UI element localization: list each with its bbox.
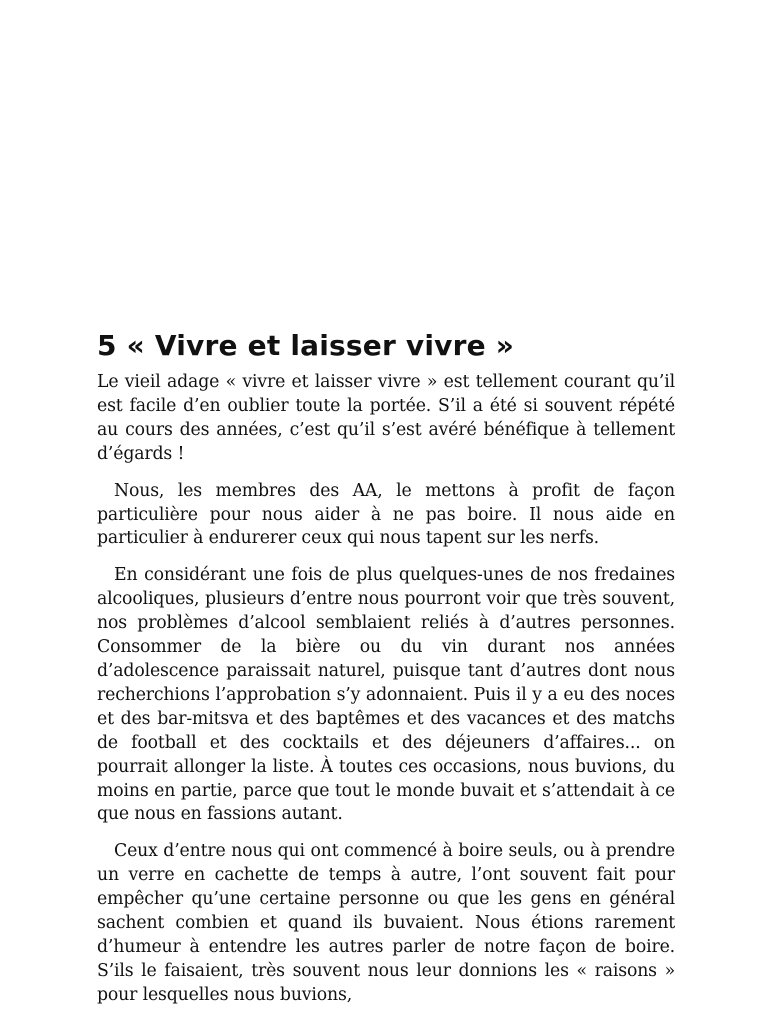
paragraph-1: Le vieil adage « vivre et laisser vivre » est tellement courant qu’il est facile d’en oublier toute la portée. S’il a été si souvent répété au cours des années, c’est qu’il s’est avéré bénéfique à tellement d’égards ! — [97, 372, 675, 464]
paragraph-3: En considérant une fois de plus quelques-unes de nos fredaines alcooliques, plusieurs d’entre nous pourront voir que très souvent, nos problèmes d’alcool semblaient reliés à d’autres personnes. Consommer de la bière ou du vin durant nos années d’adolescence paraissait naturel, puisque tant d’autres dont nous recherchions l’approbation s’y adonnaient. Puis il y a eu des noces et des bar-mitsva et des baptêmes et des vacances et des matchs de football et des cocktails et des déjeuners d’affaires... on pourrait allonger la liste. À toutes ces occasions, nous buvions, du moins en partie, parce que tout le monde buvait et s’attendait à ce que nous en fassions autant. — [97, 565, 675, 825]
chapter-title: 5 « Vivre et laisser vivre » — [97, 329, 515, 362]
paragraph-2: Nous, les membres des AA, le mettons à profit de façon particulière pour nous aider à ne pas boire. Il nous aide en particulier à endurerer ceux qui nous tapent sur les nerfs. — [97, 480, 675, 549]
book-page — [97, 0, 675, 1005]
paragraph-4: Ceux d’entre nous qui ont commencé à boire seuls, ou à prendre un verre en cachette de temps à autre, l’ont souvent fait pour empêcher qu’une certaine personne ou que les gens en général sachent combien et quand ils buvaient. Nous étions rarement d’humeur à entendre les autres parler de notre façon de boire. S’ils le faisaient, très souvent nous leur donnions les « raisons » pour lesquelles nous buvions, — [97, 841, 675, 1005]
chapter-body — [97, 371, 675, 1021]
